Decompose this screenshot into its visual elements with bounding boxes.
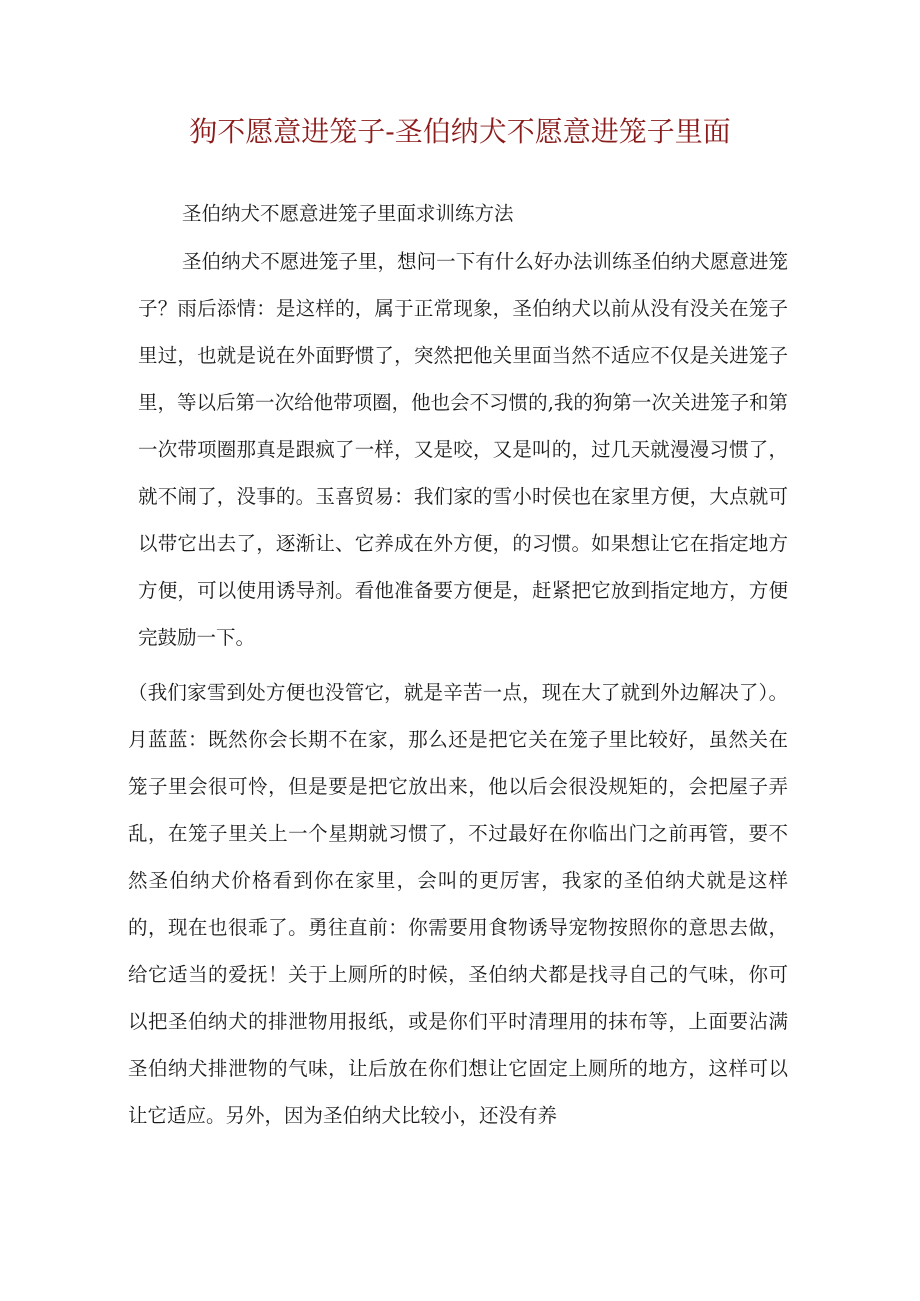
article-paragraph-2: （我们家雪到处方便也没管它，就是辛苦一点，现在大了就到外边解决了）。月蓝蓝：既然你会长期不在家，那么还是把它关在笼子里比较好，虽然关在笼子里会很可怜，但是要是把它放出来，他以后会很没规矩的，会把屋子弄乱，在笼子里关上一个星期就习惯了，不过最好在你临出门之前再管，要不然圣伯纳犬价格看到你在家里，会叫的更厉害，我家的圣伯纳犬就是这样的，现在也很乖了。勇往直前：你需要用食物诱导宠物按照你的意思去做，给它适当的爱抚！关于上厕所的时候，圣伯纳犬都是找寻自己的气味，你可以把圣伯纳犬的排泄物用报纸，或是你们平时清理用的抹布等，上面要沾满圣伯纳犬排泄物的气味，让后放在你们想让它固定上厕所的地方，这样可以让它适应。另外，因为圣伯纳犬比较小，还没有养 [128,681,788,1127]
article-subtitle: 圣伯纳犬不愿意进笼子里面求训练方法 [182,202,514,225]
page-title: 狗不愿意进笼子-圣伯纳犬不愿意进笼子里面 [189,115,731,148]
article-paragraph-1: 圣伯纳犬不愿进笼子里，想问一下有什么好办法训练圣伯纳犬愿意进笼子？雨后添情：是这样的，属于正常现象，圣伯纳犬以前从没有没关在笼子里过，也就是说在外面野惯了，突然把他关里面当然不适应不仅是关进笼子里，等以后第一次给他带项圈，他也会不习惯的,我的狗第一次关进笼子和第一次带项圈那真是跟疯了一样，又是咬，又是叫的，过几天就漫漫习惯了，就不闹了，没事的。玉喜贸易：我们家的雪小时侯也在家里方便，大点就可以带它出去了，逐渐让、它养成在外方便，的习惯。如果想让它在指定地方方便，可以使用诱导剂。看他准备要方便是，赶紧把它放到指定地方，方便完鼓励一下。 [138,250,788,649]
